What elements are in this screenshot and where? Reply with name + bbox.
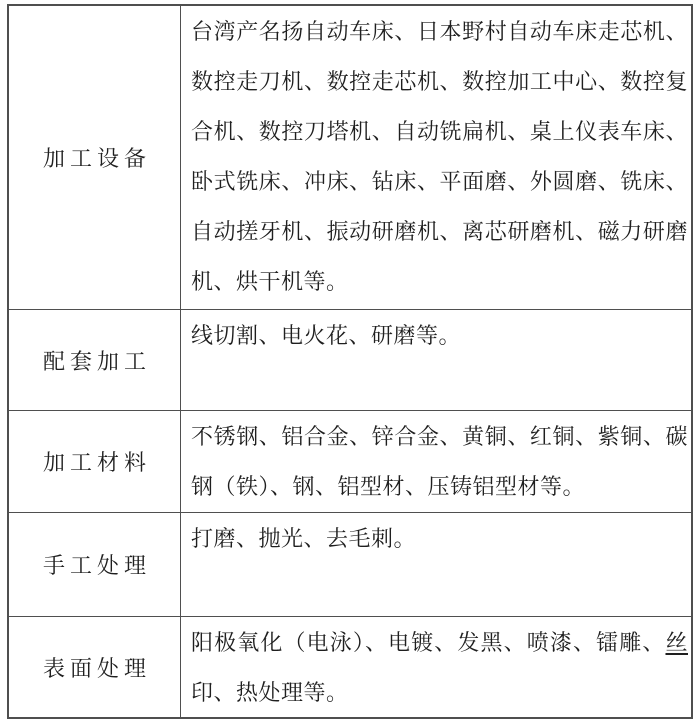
- row-label: [9, 411, 181, 512]
- table-row-processing-equipment: [9, 6, 691, 309]
- row-label: [9, 617, 181, 717]
- table-row-supporting-processing: [9, 309, 691, 410]
- table-row-processing-materials: [9, 410, 691, 512]
- row-label-text: 配套加工: [42, 348, 151, 374]
- row-content: 阳极氧化（电泳）、电镀、发黑、喷漆、镭雕、丝印、热处理等。: [181, 617, 691, 717]
- table-row-surface-treatment: [9, 616, 691, 717]
- row-content: 线切割、电火花、研磨等。: [181, 310, 691, 410]
- row-content: 不锈钢、铝合金、锌合金、黄铜、红铜、紫铜、碳钢（铁）、钢、铝型材、压铸铝型材等。: [181, 411, 691, 512]
- row-label-text: 加工材料: [42, 450, 151, 475]
- row-label: [9, 513, 181, 616]
- row-content: 台湾产名扬自动车床、日本野村自动车床走芯机、数控走刀机、数控走芯机、数控加工中心、数控复合机、数控刀塔机、自动铣扁机、桌上仪表车床、卧式铣床、冲床、钻床、平面磨、外圆磨、铣床、自动搓牙机、振动研磨机、离芯研磨机、磁力研磨机、烘干机等。: [181, 6, 691, 309]
- row-content: 打磨、抛光、去毛刺。: [181, 513, 691, 616]
- row-label: [9, 6, 181, 309]
- row-label-text: 手工处理: [42, 553, 151, 578]
- row-label-text: 加工设备: [42, 146, 151, 171]
- table-row-manual-processing: [9, 512, 691, 616]
- row-label: [9, 310, 181, 410]
- row-label-text: 表面处理: [42, 655, 151, 681]
- processing-capability-table: [7, 4, 693, 719]
